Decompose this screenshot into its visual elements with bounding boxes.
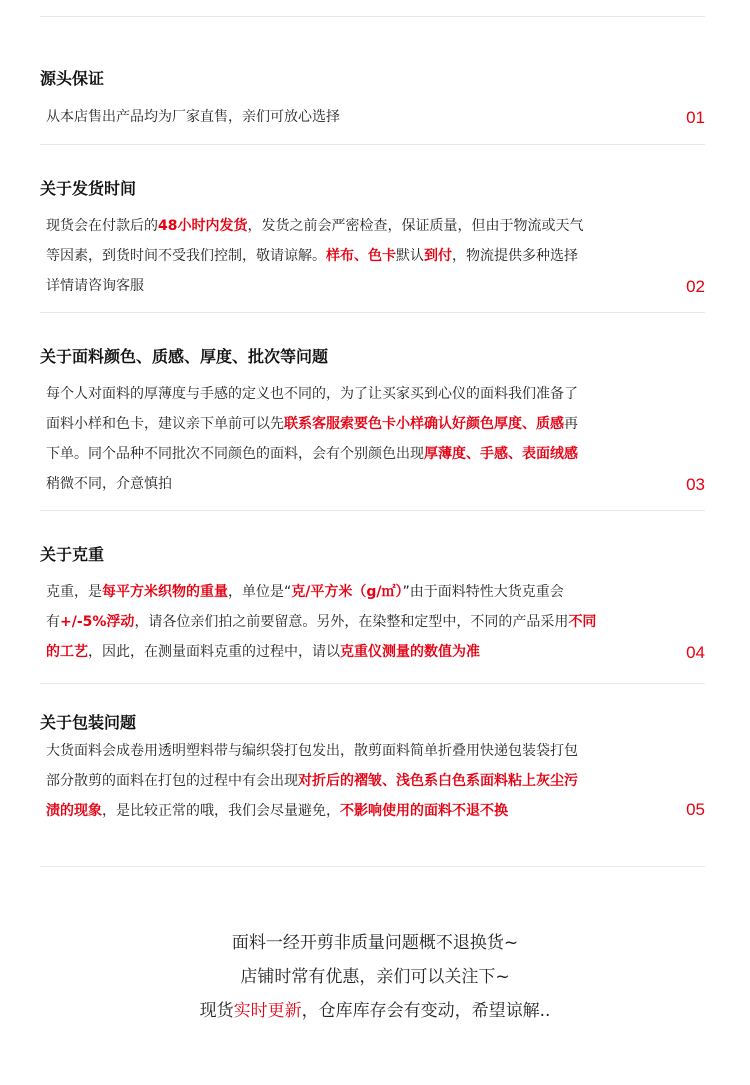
body-line: 下单。同个品种不同批次不同颜色的面料，会有个别颜色出现厚薄度、手感、表面绒感 <box>46 446 578 462</box>
section-divider <box>40 144 705 145</box>
section-number: 02 <box>686 277 705 296</box>
body-line: 渍的现象，是比较正常的哦，我们会尽量避免，不影响使用的面料不退不换 <box>46 803 508 819</box>
body-line: 面料小样和色卡，建议亲下单前可以先联系客服索要色卡小样确认好颜色厚度、质感再 <box>46 416 578 432</box>
section-title: 关于面料颜色、质感、厚度、批次等问题 <box>40 347 329 366</box>
section-source-guarantee <box>40 66 705 156</box>
body-line: 等因素，到货时间不受我们控制，敬请谅解。样布、色卡默认到付，物流提供多种选择 <box>46 248 578 264</box>
section-title: 关于克重 <box>40 545 105 564</box>
section-body <box>46 379 661 499</box>
section-number: 05 <box>686 800 705 819</box>
body-line: 从本店售出产品均为厂家直售，亲们可放心选择 <box>46 109 340 125</box>
section-title: 源头保证 <box>40 69 105 88</box>
body-line: 每个人对面料的厚薄度与手感的定义也不同的，为了让买家买到心仪的面料我们准备了 <box>46 386 578 402</box>
section-divider <box>40 312 705 313</box>
footer-line: 现货实时更新，仓库库存会有变动，希望谅解.. <box>199 1001 551 1021</box>
section-number: 01 <box>686 108 705 127</box>
top-divider <box>40 16 705 17</box>
body-line: 的工艺，因此，在测量面料克重的过程中，请以克重仪测量的数值为准 <box>46 644 480 660</box>
section-body <box>46 577 661 667</box>
section-body <box>46 736 661 826</box>
body-line: 有+/-5%浮动，请各位亲们拍之前要留意。另外，在染整和定型中，不同的产品采用不同 <box>46 614 597 630</box>
section-fabric-weight <box>40 542 705 687</box>
section-divider <box>40 683 705 684</box>
section-title: 关于包装问题 <box>40 713 137 732</box>
section-title: 关于发货时间 <box>40 179 137 198</box>
body-line: 详情请咨询客服 <box>46 278 144 294</box>
body-line: 部分散剪的面料在打包的过程中有会出现对折后的褶皱、浅色系白色系面料粘上灰尘污 <box>46 773 578 789</box>
footer-line: 店铺时常有优惠，亲们可以关注下~ <box>240 967 510 987</box>
body-line: 克重，是每平方米织物的重量，单位是“克/平方米（g/㎡）”由于面料特性大货克重会 <box>46 584 564 600</box>
section-number: 03 <box>686 475 705 494</box>
footer-line: 面料一经开剪非质量问题概不退换货~ <box>231 933 519 953</box>
section-shipping-time <box>40 176 705 316</box>
section-divider <box>40 866 705 867</box>
footer-notice <box>0 926 750 1028</box>
section-packaging <box>40 710 705 870</box>
body-line: 大货面料会成卷用透明塑料带与编织袋打包发出，散剪面料简单折叠用快递包装袋打包 <box>46 743 578 759</box>
section-body <box>46 211 661 301</box>
section-number: 04 <box>686 643 705 662</box>
section-fabric-quality <box>40 344 705 514</box>
body-line: 稍微不同，介意慎拍 <box>46 476 172 492</box>
section-divider <box>40 510 705 511</box>
section-body <box>46 102 661 132</box>
body-line: 现货会在付款后的48小时内发货，发货之前会严密检查，保证质量，但由于物流或天气 <box>46 218 584 234</box>
